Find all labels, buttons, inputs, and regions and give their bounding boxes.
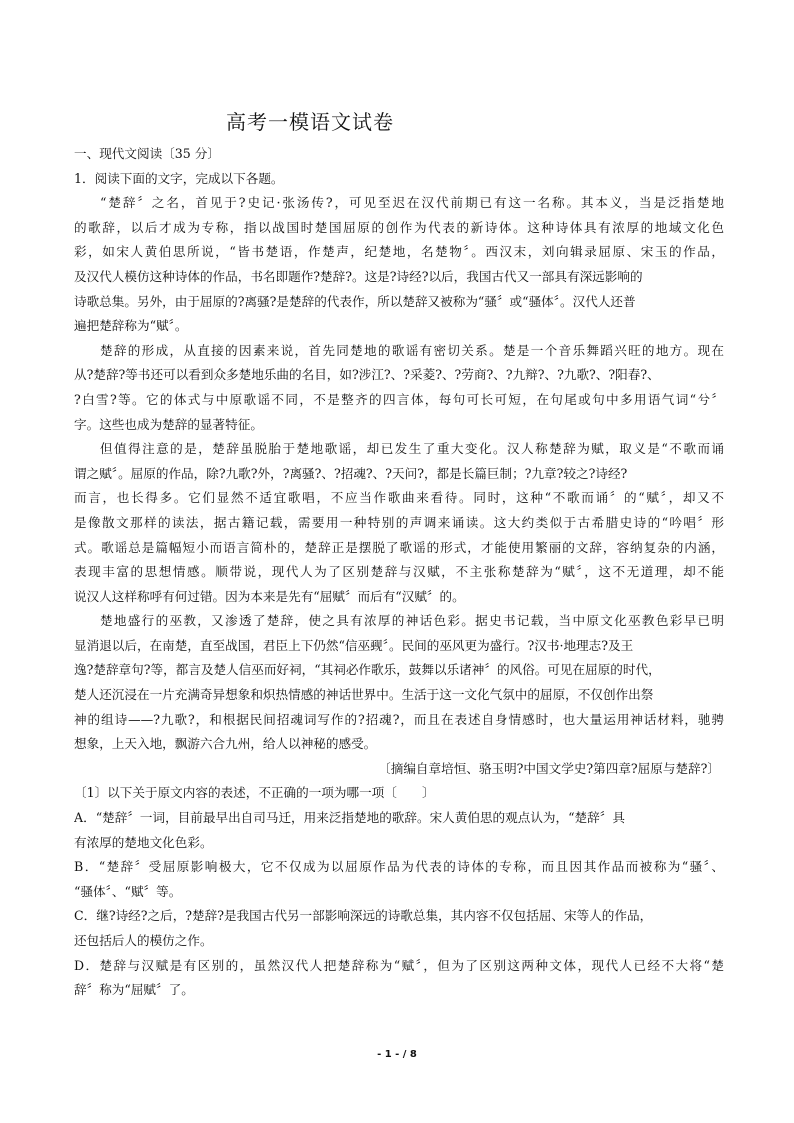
passage-line: 彩，如宋人黄伯思所说，“皆书楚语，作楚声，纪楚地，名楚物〞。西汉末，刘向辑录屈原、宋玉的作品， [74, 244, 724, 260]
passage-line: ?白雪?等。它的体式与中原歌谣不同，不是整齐的四言体，每句可长可短，在句尾或句中多用语气词“兮〞 [74, 391, 724, 407]
passage-line: 楚辞的形成，从直接的因素来说，首先同楚地的歌谣有密切关系。楚是一个音乐舞蹈兴旺的地方。现在 [100, 342, 724, 358]
option-a-continued: 有浓厚的楚地文化色彩。 [74, 834, 213, 850]
passage-line: 而言，也长得多。它们显然不适宜歌唱，不应当作歌曲来看待。同时，这种“不歌而诵〞的“赋〞，却又不 [74, 490, 724, 506]
question-stem: 〔1〕以下关于原文内容的表述，不正确的一项为哪一项〔 〕 [74, 785, 435, 801]
passage-line: 但值得注意的是，楚辞虽脱胎于楚地歌谣，却已发生了重大变化。汉人称楚辞为赋，取义是“不歌而诵 [100, 441, 724, 457]
passage-line: 楚人还沉浸在一片充满奇异想象和炽热情感的神话世界中。生活于这一文化气氛中的屈原，不仅创作出祭 [74, 687, 654, 703]
passage-line: 是像散文那样的读法，据古籍记载，需要用一种特别的声调来诵读。这大约类似于古希腊史诗的“吟唱〞形 [74, 514, 724, 530]
passage-line: 及汉代人模仿这种诗体的作品，书名即题作?楚辞?。这是?诗经?以后，我国古代又一部具有深远影响的 [74, 268, 643, 284]
passage-line: 说汉人这样称呼有何过错。因为本来是先有“屈赋〞而后有“汉赋〞的。 [74, 588, 465, 604]
passage-line: 从?楚辞?等书还可以看到众多楚地乐曲的名目，如?涉江?、?采菱?、?劳商?、?九辩?、?九歌?、?阳春?、 [74, 367, 660, 383]
passage-line: 想象，上天入地，飘游六合九州，给人以神秘的感受。 [74, 736, 377, 752]
option-b: B．“楚辞〞受屈原影响极大，它不仅成为以屈原作品为代表的诗体的专称，而且因其作品而被称为“骚〞、 [74, 859, 724, 875]
passage-line: 神的组诗——?九歌?，和根据民间招魂词写作的?招魂?，而且在表述自身情感时，也大量运用神话材料，驰骋 [74, 711, 724, 727]
passage-line: 字。这些也成为楚辞的显著特征。 [74, 416, 263, 432]
passage-line: 式。歌谣总是篇幅短小而语言简朴的，楚辞正是摆脱了歌谣的形式，才能使用繁丽的文辞，容纳复杂的内涵， [74, 539, 724, 555]
passage-line: 的歌辞，以后才成为专称，指以战国时楚国屈原的创作为代表的新诗体。这种诗体具有浓厚的地域文化色 [74, 219, 724, 235]
section-heading: 一、现代文阅读〔35 分〕 [74, 146, 220, 161]
option-c: C．继?诗经?之后，?楚辞?是我国古代另一部影响深远的诗歌总集，其内容不仅包括屈、宋等人的作品， [74, 908, 653, 924]
passage-line: “楚辞〞之名，首见于?史记·张汤传?，可见至迟在汉代前期已有这一名称。其本义，当是泛指楚地 [100, 195, 724, 211]
passage-line: 遍把楚辞称为“赋〞。 [74, 318, 188, 334]
page-number: - 1 - / 8 [377, 1049, 417, 1060]
option-d-continued: 辞〞称为“屈赋〞了。 [74, 982, 194, 998]
exam-content [74, 142, 724, 1003]
option-a: A．“楚辞〞一词，目前最早出自司马迁，用来泛指楚地的歌辞。宋人黄伯思的观点认为，“楚辞〞具 [74, 810, 625, 826]
passage-line: 显消退以后，在南楚，直至战国，君臣上下仍然“信巫觋〞。民间的巫风更为盛行。?汉书·地理志?及王 [74, 637, 634, 653]
passage-line: 楚地盛行的巫教，又渗透了楚辞，使之具有浓厚的神话色彩。据史书记载，当中原文化巫教色彩早已明 [100, 613, 724, 629]
option-c-continued: 还包括后人的模仿之作。 [74, 933, 213, 948]
passage-line: 谓之赋〞。屈原的作品，除?九歌?外，?离骚?、?招魂?、?天问?，都是长篇巨制；?九章?较之?诗经? [74, 465, 628, 481]
passage-line: 表现丰富的思想情感。顺带说，现代人为了区别楚辞与汉赋，不主张称楚辞为“赋〞，这不无道理，却不能 [74, 564, 724, 580]
passage-line: 诗歌总集。另外，由于屈原的?离骚?是楚辞的代表作，所以楚辞又被称为“骚〞或“骚体〞。汉代人还普 [74, 293, 636, 309]
passage-line: 逸?楚辞章句?等，都言及楚人信巫而好祠，“其祠必作歌乐，鼓舞以乐诸神〞的风俗。可见在屈原的时代， [74, 662, 661, 678]
option-b-continued: “骚体〞、“赋〞等。 [74, 883, 182, 899]
source-citation: 〔摘编自章培恒、骆玉明?中国文学史?第四章?屈原与楚辞?〕 [378, 760, 720, 776]
page-title: 高考一模语文试卷 [226, 110, 394, 134]
option-d: D．楚辞与汉赋是有区别的，虽然汉代人把楚辞称为“赋〞，但为了区别这两种文体，现代人已经不大将“楚 [74, 957, 724, 973]
question-instruction: 1．阅读下面的文字，完成以下各题。 [74, 170, 284, 186]
